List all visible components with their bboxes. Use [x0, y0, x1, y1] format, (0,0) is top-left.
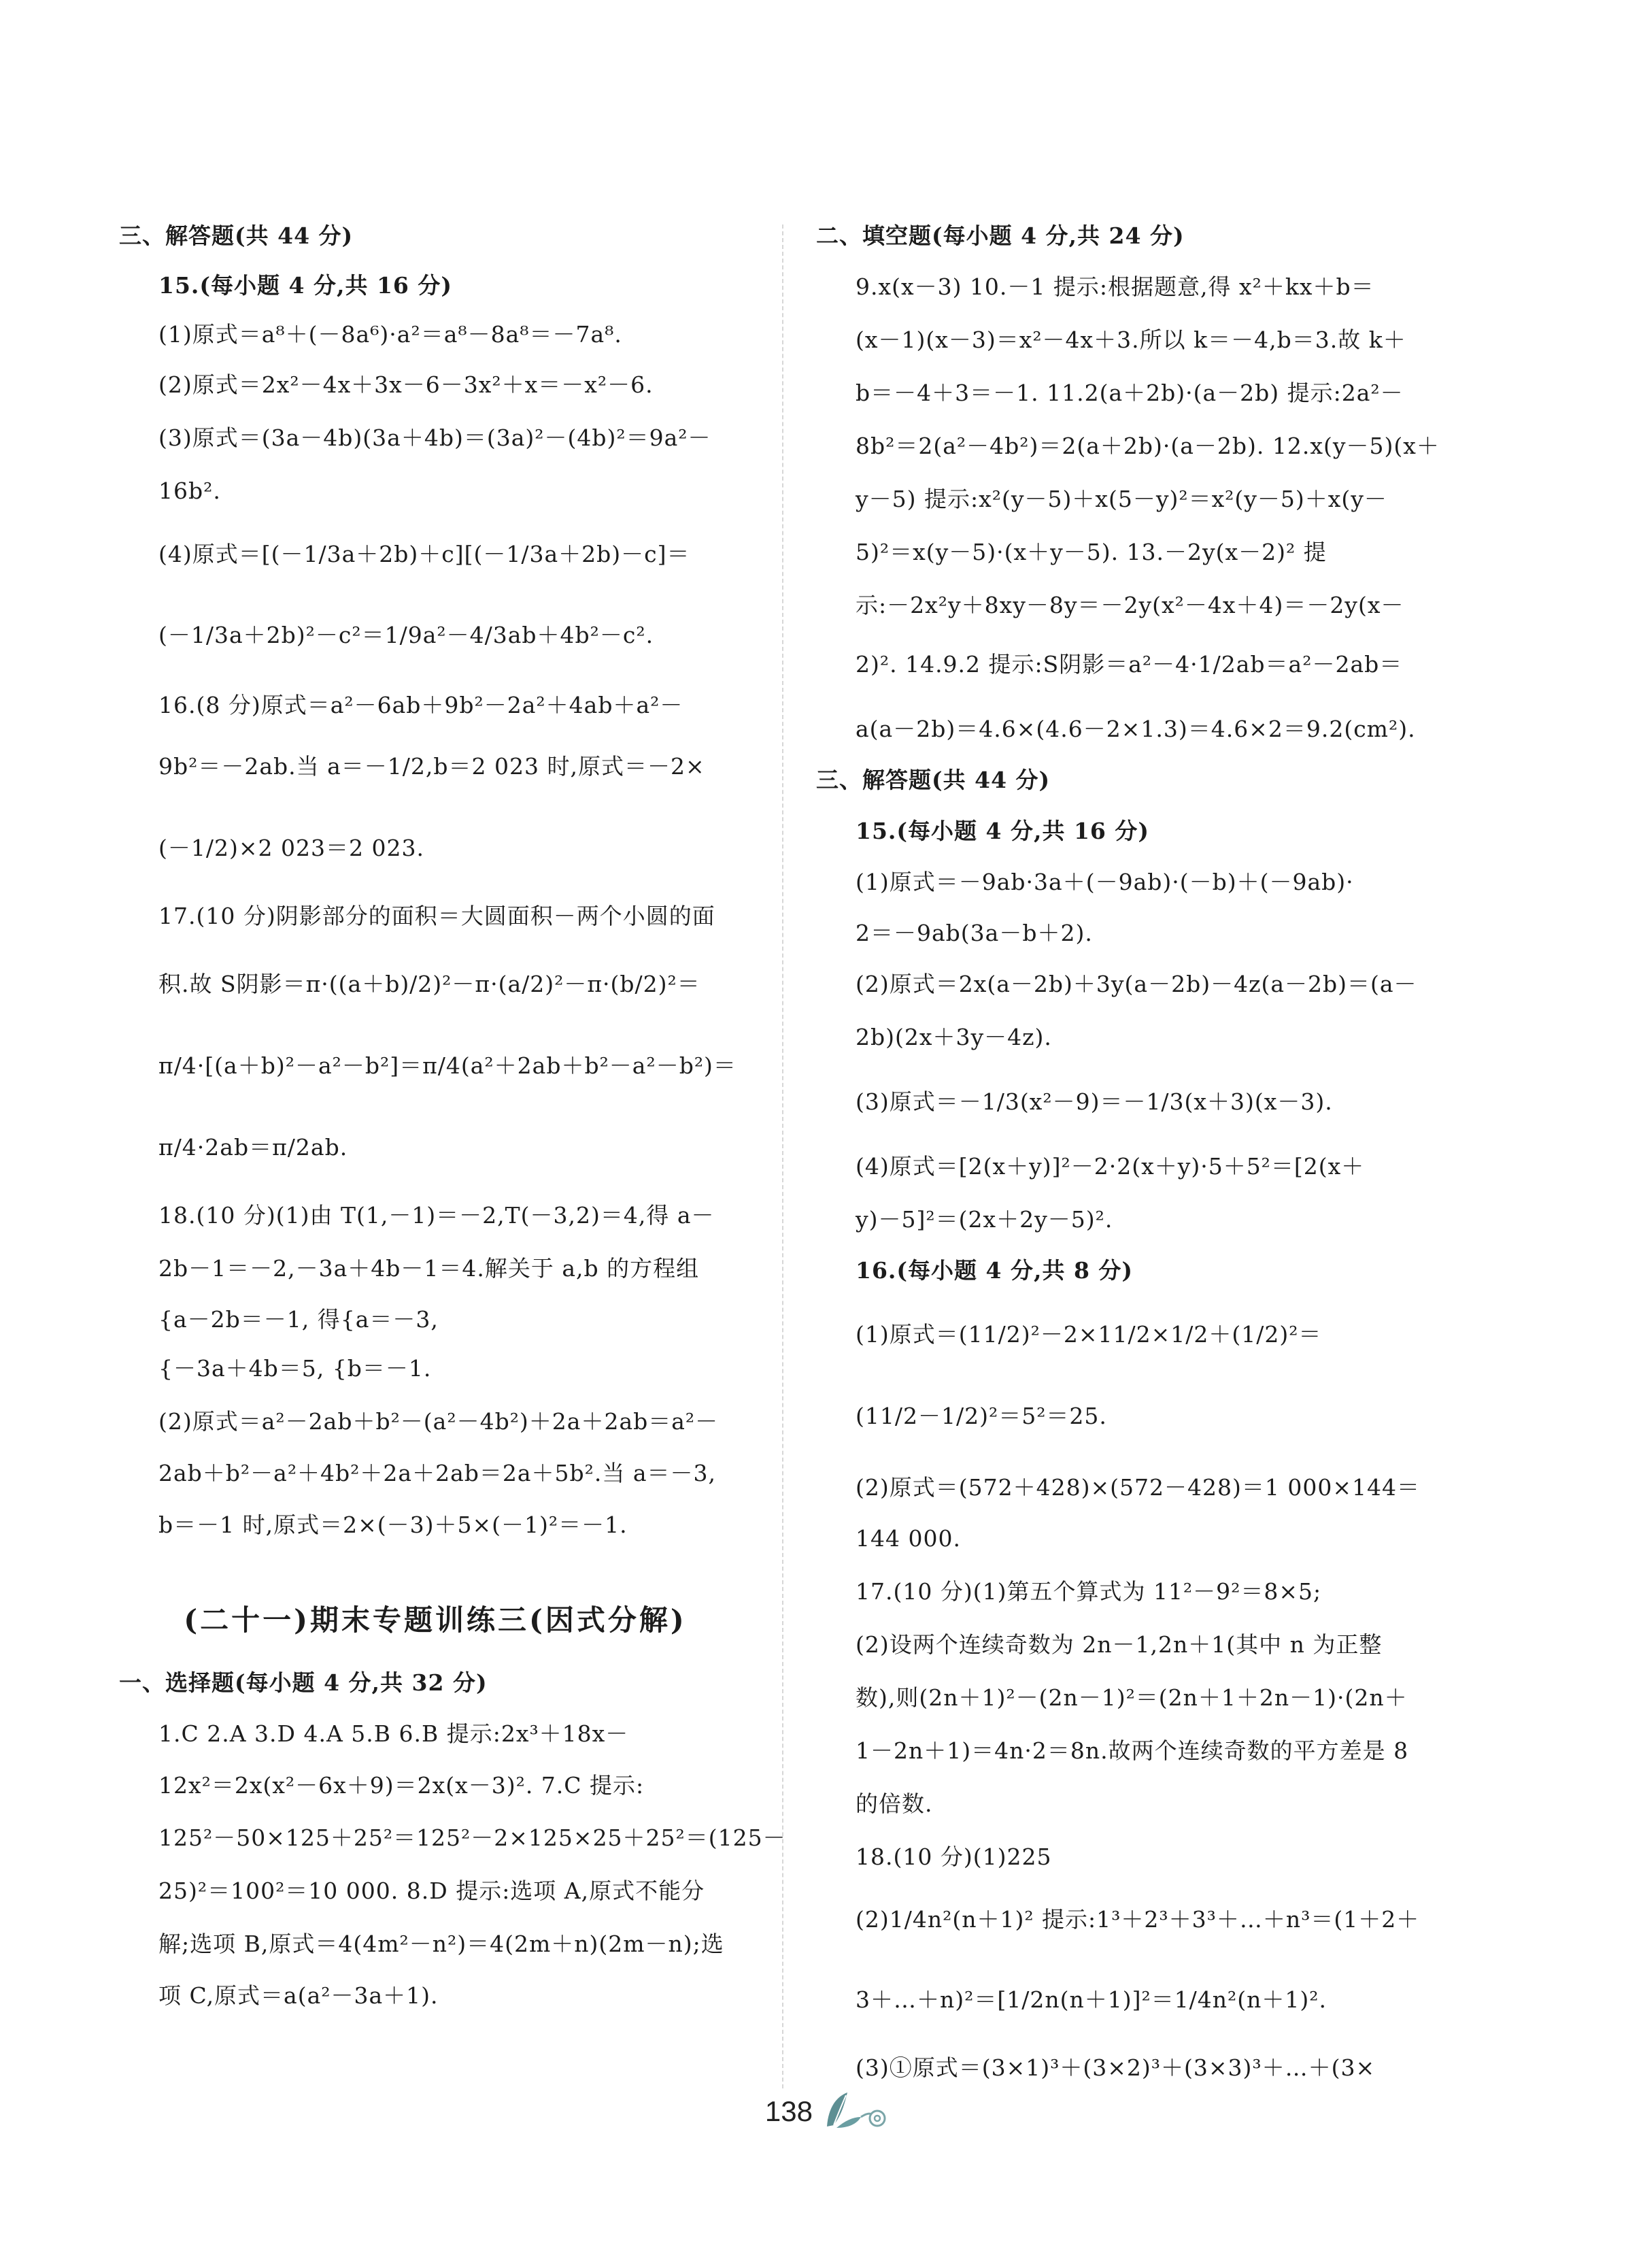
- page-number: 138: [764, 2095, 813, 2127]
- answer-line: 项 C,原式＝a(a²－3a＋1).: [158, 1982, 439, 2009]
- answer-line: 1－2n＋1)＝4n·2＝8n.故两个连续奇数的平方差是 8: [856, 1737, 1409, 1764]
- answer-line: (3)原式＝(3a－4b)(3a＋4b)＝(3a)²－(4b)²＝9a²－: [158, 424, 711, 451]
- section-heading: 三、解答题(共 44 分): [816, 767, 1051, 793]
- answer-line: 12x²＝2x(x²－6x＋9)＝2x(x－3)². 7.C 提示:: [158, 1772, 645, 1799]
- answer-line: 5)²＝x(y－5)·(x＋y－5). 13.－2y(x－2)² 提: [856, 539, 1327, 565]
- answer-line: 25)²＝100²＝10 000. 8.D 提示:选项 A,原式不能分: [158, 1878, 705, 1904]
- answer-line: 的倍数.: [856, 1790, 933, 1817]
- answer-line: 数),则(2n＋1)²－(2n－1)²＝(2n＋1＋2n－1)·(2n＋: [856, 1684, 1408, 1711]
- section-heading: 一、选择题(每小题 4 分,共 32 分): [119, 1669, 488, 1696]
- section-heading: 二、填空题(每小题 4 分,共 24 分): [816, 222, 1185, 249]
- answer-line: a(a－2b)＝4.6×(4.6－2×1.3)＝4.6×2＝9.2(cm²).: [856, 716, 1416, 742]
- section-title: (二十一)期末专题训练三(因式分解): [184, 1603, 687, 1637]
- answer-line: (2)设两个连续奇数为 2n－1,2n＋1(其中 n 为正整: [856, 1631, 1383, 1658]
- answer-line: 1.C 2.A 3.D 4.A 5.B 6.B 提示:2x³＋18x－: [158, 1720, 629, 1747]
- answer-line: (－1/3a＋2b)²－c²＝1/9a²－4/3ab＋4b²－c².: [158, 622, 654, 648]
- answer-line: 2b)(2x＋3y－4z).: [856, 1024, 1052, 1050]
- answer-line: (1)原式＝(11/2)²－2×11/2×1/2＋(1/2)²＝: [856, 1321, 1322, 1348]
- answer-line: 积.故 S阴影＝π·((a＋b)/2)²－π·(a/2)²－π·(b/2)²＝: [158, 971, 700, 997]
- answer-line: b＝－4＋3＝－1. 11.2(a＋2b)·(a－2b) 提示:2a²－: [856, 380, 1404, 406]
- answer-line: 示:－2x²y＋8xy－8y＝－2y(x²－4x＋4)＝－2y(x－: [856, 592, 1404, 618]
- answer-line: 2b－1＝－2,－3a＋4b－1＝4.解关于 a,b 的方程组: [158, 1255, 700, 1282]
- answer-line: b＝－1 时,原式＝2×(－3)＋5×(－1)²＝－1.: [158, 1512, 628, 1538]
- answer-line: (3)①原式＝(3×1)³＋(3×2)³＋(3×3)³＋…＋(3×: [856, 2054, 1376, 2081]
- answer-line: 3＋…＋n)²＝[1/2n(n＋1)]²＝1/4n²(n＋1)².: [856, 1986, 1327, 2013]
- answer-line: (1)原式＝－9ab·3a＋(－9ab)·(－b)＋(－9ab)·: [856, 869, 1354, 895]
- answer-line: 8b²＝2(a²－4b²)＝2(a＋2b)·(a－2b). 12.x(y－5)(x＋: [856, 433, 1440, 459]
- answer-line: π/4·[(a＋b)²－a²－b²]＝π/4(a²＋2ab＋b²－a²－b²)＝: [158, 1052, 737, 1079]
- answer-line: (2)1/4n²(n＋1)² 提示:1³＋2³＋3³＋…＋n³＝(1＋2＋: [856, 1906, 1420, 1933]
- answer-line: 9b²＝－2ab.当 a＝－1/2,b＝2 023 时,原式＝－2×: [158, 753, 705, 780]
- answer-line: y)－5]²＝(2x＋2y－5)².: [856, 1206, 1113, 1233]
- column-divider: [782, 224, 783, 2088]
- answer-line: y－5) 提示:x²(y－5)＋x(5－y)²＝x²(y－5)＋x(y－: [856, 486, 1387, 512]
- answer-line: (2)原式＝a²－2ab＋b²－(a²－4b²)＋2a＋2ab＝a²－: [158, 1408, 719, 1435]
- question-answer: 17.(10 分)阴影部分的面积＝大圆面积－两个小圆的面: [158, 903, 715, 929]
- answer-line: 2＝－9ab(3a－b＋2).: [856, 920, 1093, 946]
- answer-line: (3)原式＝－1/3(x²－9)＝－1/3(x＋3)(x－3).: [856, 1088, 1333, 1115]
- answer-line: 144 000.: [856, 1525, 961, 1552]
- answer-line: (2)原式＝2x²－4x＋3x－6－3x²＋x＝－x²－6.: [158, 371, 654, 398]
- question-header: 15.(每小题 4 分,共 16 分): [158, 272, 452, 299]
- question-answer: 16.(8 分)原式＝a²－6ab＋9b²－2a²＋4ab＋a²－: [158, 692, 683, 718]
- answer-line: 解;选项 B,原式＝4(4m²－n²)＝4(2m＋n)(2m－n);选: [158, 1931, 724, 1957]
- question-answer: 18.(10 分)(1)由 T(1,－1)＝－2,T(－3,2)＝4,得 a－: [158, 1202, 715, 1229]
- section-heading: 三、解答题(共 44 分): [119, 222, 354, 249]
- leaf-swirl-icon: [822, 2087, 896, 2132]
- question-answer: 18.(10 分)(1)225: [856, 1844, 1052, 1870]
- answer-line: π/4·2ab＝π/2ab.: [158, 1134, 348, 1161]
- answer-line: (x－1)(x－3)＝x²－4x＋3.所以 k＝－4,b＝3.故 k＋: [856, 327, 1406, 353]
- answer-line: (－1/2)×2 023＝2 023.: [158, 835, 424, 861]
- answer-line: 9.x(x－3) 10.－1 提示:根据题意,得 x²＋kx＋b＝: [856, 273, 1374, 300]
- answer-line: 2)². 14.9.2 提示:S阴影＝a²－4·1/2ab＝a²－2ab＝: [856, 651, 1403, 678]
- answer-line: (11/2－1/2)²＝5²＝25.: [856, 1403, 1107, 1429]
- answer-line: (4)原式＝[(－1/3a＋2b)＋c][(－1/3a＋2b)－c]＝: [158, 541, 690, 567]
- question-header: 16.(每小题 4 分,共 8 分): [856, 1257, 1134, 1284]
- answer-line: (2)原式＝2x(a－2b)＋3y(a－2b)－4z(a－2b)＝(a－: [856, 971, 1417, 997]
- equation-system-line: {a－2b＝－1, 得{a＝－3,: [158, 1306, 439, 1333]
- question-header: 15.(每小题 4 分,共 16 分): [856, 818, 1149, 844]
- answer-line: (2)原式＝(572＋428)×(572－428)＝1 000×144＝: [856, 1474, 1420, 1501]
- answer-line: 125²－50×125＋25²＝125²－2×125×25＋25²＝(125－: [158, 1824, 786, 1851]
- equation-system-line: {－3a＋4b＝5, {b＝－1.: [158, 1355, 432, 1382]
- answer-line: 16b².: [158, 478, 221, 504]
- answer-line: (4)原式＝[2(x＋y)]²－2·2(x＋y)·5＋5²＝[2(x＋: [856, 1153, 1365, 1180]
- question-answer: 17.(10 分)(1)第五个算式为 11²－9²＝8×5;: [856, 1578, 1322, 1605]
- answer-line: 2ab＋b²－a²＋4b²＋2a＋2ab＝2a＋5b².当 a＝－3,: [158, 1460, 717, 1486]
- answer-line: (1)原式＝a⁸＋(－8a⁶)·a²＝a⁸－8a⁸＝－7a⁸.: [158, 321, 622, 348]
